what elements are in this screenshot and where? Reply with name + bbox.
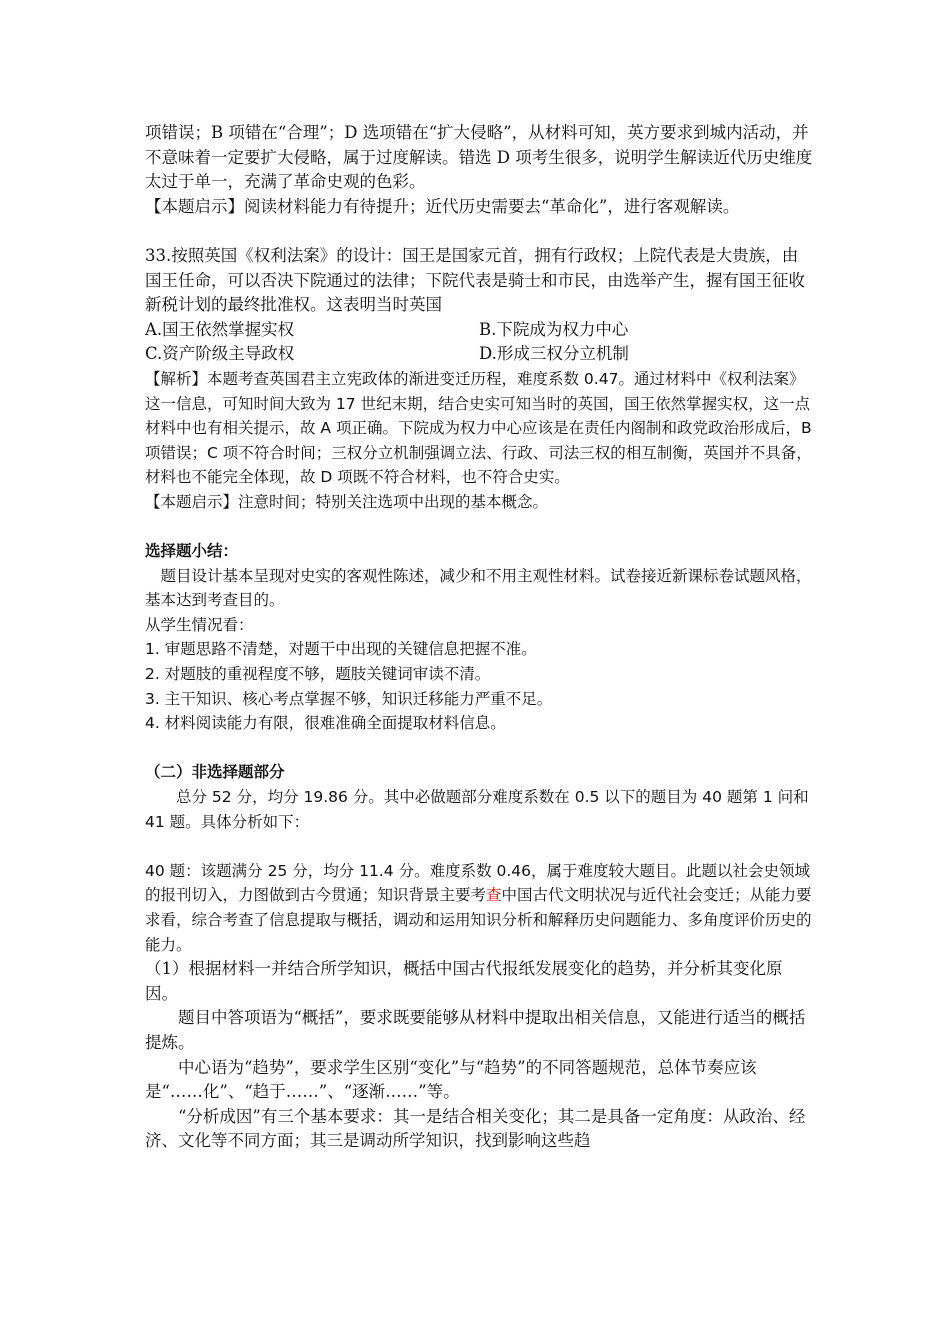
summary-heading: 选择题小结： bbox=[145, 542, 239, 561]
options-row-1 bbox=[145, 318, 813, 343]
question-40-para-3: “分析成因”有三个基本要求：其一是结合相关变化；其二是具备一定角度：从政治、经济、文化等不同方面；其三是调动所学知识，找到影响这些趋 bbox=[145, 1106, 806, 1151]
question-40-text-b: 中国古代文明状况与近代社会变迁；从能力要求看，综合考查了信息提取与概括，调动和运用知识分析和解释历史问题能力、多角度评价历史的能力。 bbox=[145, 886, 812, 954]
question-33-stem: 33.按照英国《权利法案》的设计：国王是国家元首，拥有行政权；上院代表是大贵族，由国王任命，可以否决下院通过的法律；下院代表是骑士和市民，由选举产生，握有国王征收新税计划的最终批准权。这表明当时英国 bbox=[145, 245, 805, 315]
question-40-para-2: 中心语为“趋势”，要求学生区别“变化”与“趋势”的不同答题规范，总体节奏应该是“……化”、“趋于……”、“逐渐……”等。 bbox=[145, 1057, 757, 1102]
paragraph-32-analysis: 项错误；B 项错在“合理”；D 选项错在“扩大侵略”，从材料可知，英方要求到城内活动，并不意味着一定要扩大侵略，属于过度解读。错选 D 项考生很多，说明学生解读近代历史维度太过于单一，充满了革命史观的色彩。 bbox=[145, 123, 813, 192]
student-point-3: 3. 主干知识、核心考点掌握不够，知识迁移能力严重不足。 bbox=[145, 689, 553, 708]
question-40-overview bbox=[145, 859, 813, 957]
blank-line bbox=[145, 219, 813, 244]
blank-line bbox=[145, 834, 813, 859]
question-40-part-1: （1）根据材料一并结合所学知识，概括中国古代报纸发展变化的趋势，并分析其变化原因。 bbox=[145, 959, 783, 1003]
option-b: B.下院成为权力中心 bbox=[479, 319, 629, 339]
blank-line bbox=[145, 515, 813, 540]
question-40-red-char: 查 bbox=[486, 886, 502, 905]
options-row-2 bbox=[145, 342, 813, 367]
student-point-1: 1. 审题思路不清楚，对题干中出现的关键信息把握不准。 bbox=[145, 640, 537, 659]
part-2-heading: （二）非选择题部分 bbox=[145, 763, 285, 782]
question-33-analysis: 【解析】本题考查英国君主立宪政体的渐进变迁历程，难度系数 0.47。通过材料中《权利法案》这一信息，可知时间大致为 17 世纪末期，结合史实可知当时的英国，国王依然掌握实权，这一点材料中也有相关提示，故 A 项正确。下院成为权力中心应该是在责任内阁制和政党政治形成后，B 项错误；C 项不符合时间；三权分立机制强调立法、行政、司法三权的相互制衡，英国并不具备，材料也不能完全体现，故 D 项既不符合材料，也不符合史实。 bbox=[145, 369, 812, 487]
summary-body: 题目设计基本呈现对史实的客观性陈述，减少和不用主观性材料。试卷接近新课标卷试题风格，基本达到考查目的。 bbox=[145, 566, 812, 610]
students-heading: 从学生情况看： bbox=[145, 615, 254, 634]
part-2-body: 总分 52 分，均分 19.86 分。其中必做题部分难度系数在 0.5 以下的题目为 40 题第 1 问和 41 题。具体分析如下： bbox=[145, 788, 809, 831]
student-point-2: 2. 对题肢的重视程度不够，题肢关键词审读不清。 bbox=[145, 665, 491, 684]
question-40-text-a: 40 题：该题满分 25 分，均分 11.4 分。难度系数 0.46，属于难度较大题目。此题以社会史领域的报刊切入，力图做到古今贯通；知识背景主要考 bbox=[145, 861, 811, 905]
document-body bbox=[145, 121, 813, 1154]
student-point-4: 4. 材料阅读能力有限，很难准确全面提取材料信息。 bbox=[145, 714, 506, 733]
blank-line bbox=[145, 736, 813, 761]
option-c: C.资产阶级主导政权 bbox=[145, 344, 295, 364]
option-a: A.国王依然掌握实权 bbox=[145, 319, 295, 339]
option-d: D.形成三权分立机制 bbox=[479, 344, 629, 364]
paragraph-32-hint: 【本题启示】阅读材料能力有待提升；近代历史需要去“革命化”，进行客观解读。 bbox=[145, 196, 740, 216]
question-40-para-1: 题目中答项语为“概括”，要求既要能够从材料中提取出相关信息，又能进行适当的概括提炼。 bbox=[145, 1008, 806, 1052]
question-33-hint: 【本题启示】注意时间；特别关注选项中出现的基本概念。 bbox=[145, 492, 549, 511]
